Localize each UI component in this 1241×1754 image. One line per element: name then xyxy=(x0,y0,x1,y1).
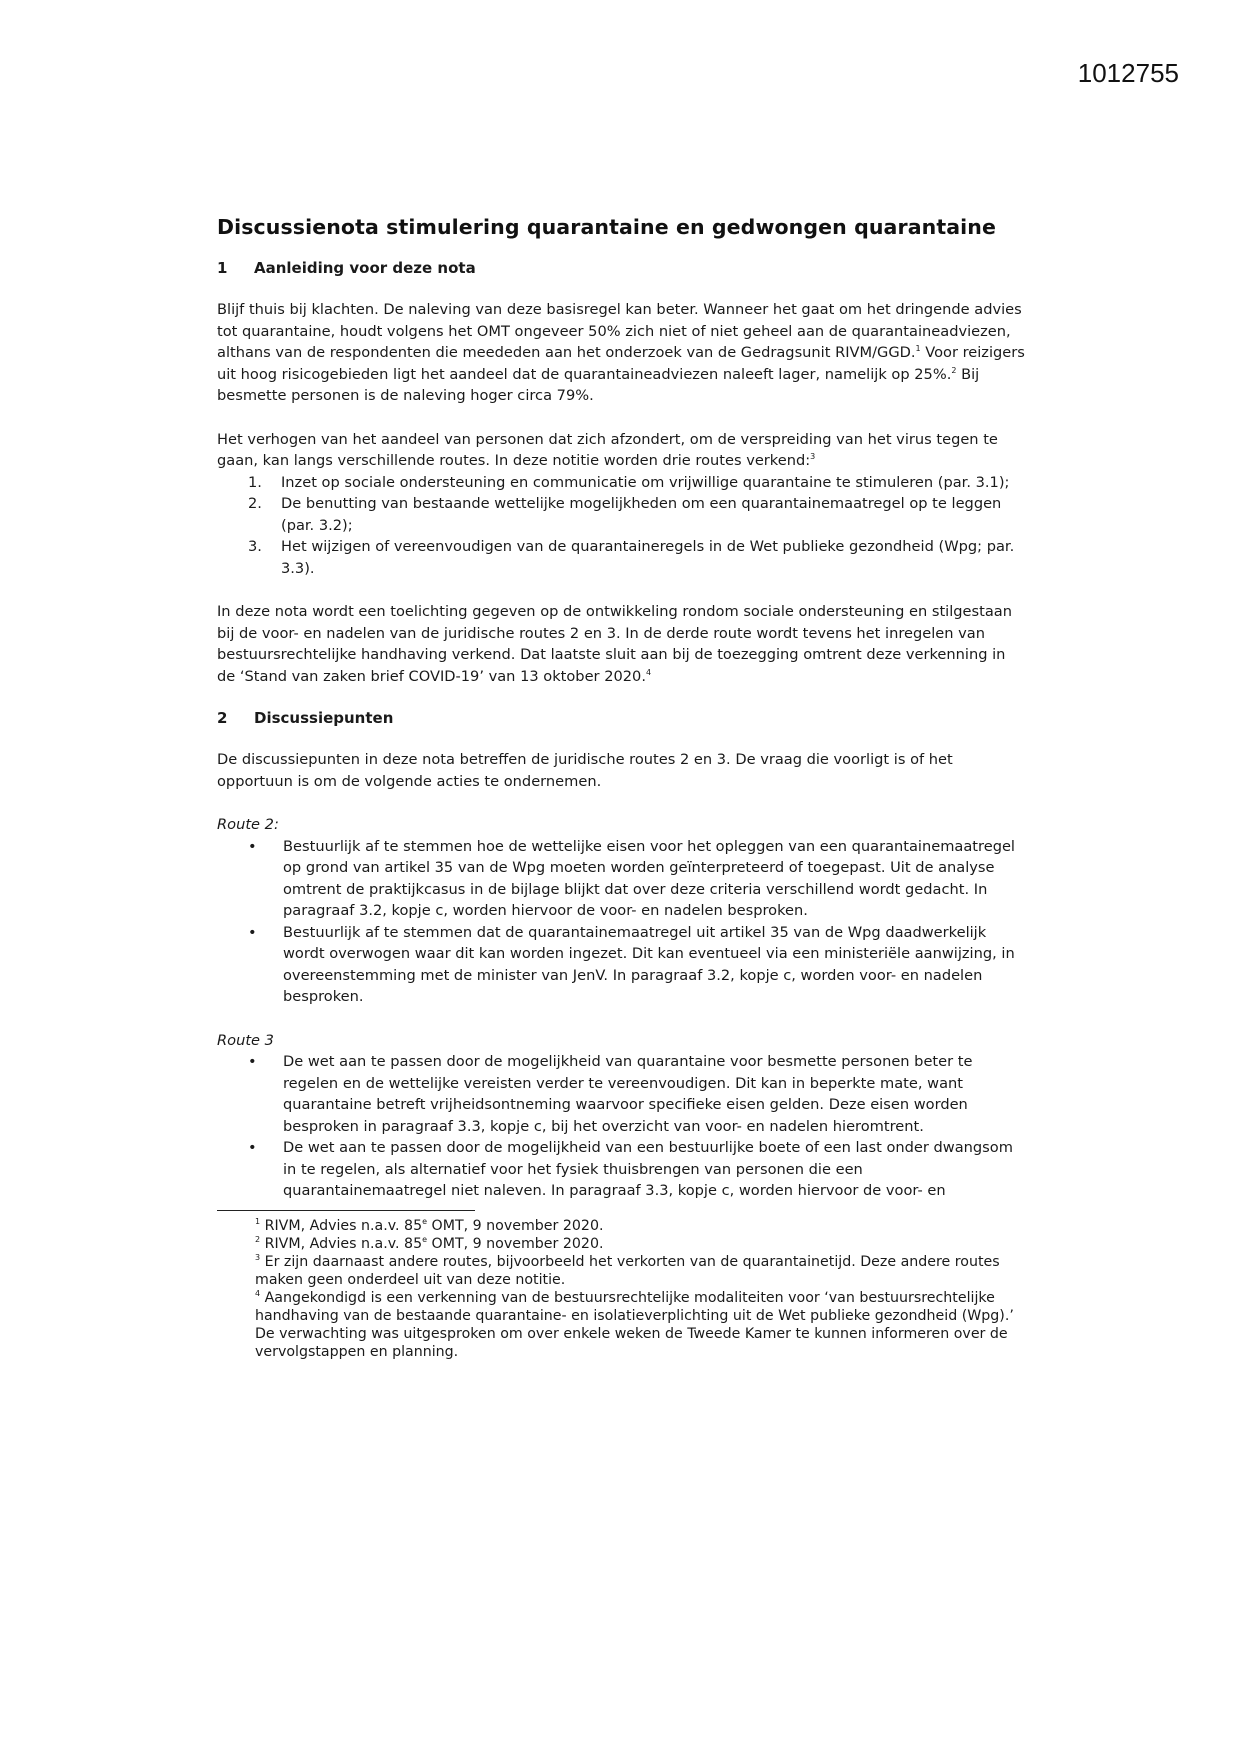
footnote-ref: 4 xyxy=(645,667,652,677)
route-2-list xyxy=(217,836,1027,1008)
route-2-label: Route 2: xyxy=(217,816,279,833)
route-3-label: Route 3 xyxy=(217,1031,274,1049)
list-item: 2. De benutting van bestaande wettelijke mogelijkheden om een quarantainemaatregel op te leggen (par. 3.2); xyxy=(248,495,1002,534)
footnote: $^4$ Aangekondigd is een verkenning van de bestuursrechtelijke modaliteiten voor ‘van bestuursrechtelijke handhaving van de bestaande quarantaine- en isolatieverplichting uit de Wet publieke gezondheid (Wpg).’ De verwachting was uitgesproken om over enkele weken de Tweede Kamer te kunnen informeren over de vervolgstappen en planning. xyxy=(255,1288,1014,1360)
section-title: Discussiepunten xyxy=(254,709,394,727)
footnote-ref: 1 xyxy=(915,344,921,353)
section-number: 2 xyxy=(217,709,228,727)
document-number: 1012755 xyxy=(1077,58,1179,88)
footnote-ref: 3 xyxy=(810,452,816,461)
list-item: • Bestuurlijk af te stemmen dat de quarantainemaatregel uit artikel 35 van de Wpg daadwerkelijk wordt overwogen waar dit kan worden ingezet. Dit kan eventueel via een ministeriële aanwijzing, in overeenstemming met de minister van JenV. In paragraaf 3.2, kopje c, worden voor- en nadelen besproken. xyxy=(217,922,1027,1008)
route-3-list xyxy=(217,1051,1027,1202)
bullet-icon: • xyxy=(248,1139,257,1156)
paragraph: Blijf thuis bij klachten. De naleving van deze basisregel kan beter. Wanneer het gaat om het dringende advies tot quarantaine, houdt volgens het OMT ongeveer 50% zich niet of niet geheel aan de quarantaineadviezen, althans van de respondenten die meededen aan het onderzoek van de Gedragsunit RIVM/GGD.$^1$ Voor reizigers uit hoog risicogebieden ligt het aandeel dat de quarantaineadviezen naleeft lager, namelijk op 25%.$^2$ Bij besmette personen is de naleving hoger circa 79%. xyxy=(217,301,1025,404)
section-number: 1 xyxy=(217,259,228,277)
footnote-ref: 2 xyxy=(951,365,957,375)
paragraph: In deze nota wordt een toelichting gegeven op de ontwikkeling rondom sociale ondersteuning en stilgestaan bij de voor- en nadelen van de juridische routes 2 en 3. In de derde route wordt tevens het inregelen van bestuursrechtelijke handhaving verkend. Dat laatste sluit aan bij de toezegging omtrent deze verkenning in de ‘Stand van zaken brief COVID-19’ van 13 oktober 2020.$^4$ xyxy=(217,603,1012,685)
paragraph: Het verhogen van het aandeel van personen dat zich afzondert, om de verspreiding van het virus tegen te gaan, kan langs verschillende routes. In deze notitie worden drie routes verkend:$^3$ xyxy=(217,430,998,469)
footnote: $^3$ Er zijn daarnaast andere routes, bijvoorbeeld het verkorten van de quarantainetijd. Deze andere routes maken geen onderdeel uit van deze notitie. xyxy=(255,1252,1000,1288)
list-item: 1. Inzet op sociale ondersteuning en communicatie om vrijwillige quarantaine te stimuleren (par. 3.1); xyxy=(248,473,1010,491)
list-item: • De wet aan te passen door de mogelijkheid van quarantaine voor besmette personen beter te regelen en de wettelijke vereisten verder te vereenvoudigen. Dit kan in beperkte mate, want quarantaine betreft vrijheidsontneming waarvoor specifieke eisen gelden. Deze eisen worden besproken in paragraaf 3.3, kopje c, bij het overzicht van voor- en nadelen hieromtrent. xyxy=(217,1051,1027,1137)
paragraph: De discussiepunten in deze nota betreffen de juridische routes 2 en 3. De vraag die voorligt is of het opportuun is om de volgende acties te ondernemen. xyxy=(217,751,953,790)
footnote: $^2$ RIVM, Advies n.a.v. 85e OMT, 9 november 2020. xyxy=(255,1234,604,1252)
bullet-icon: • xyxy=(248,1053,257,1070)
footnote: $^1$ RIVM, Advies n.a.v. 85e OMT, 9 november 2020. xyxy=(255,1216,604,1234)
document-body xyxy=(217,215,1027,1361)
list-item: 3. Het wijzigen of vereenvoudigen van de quarantaineregels in de Wet publieke gezondheid (Wpg; par. 3.3). xyxy=(248,538,1015,577)
routes-list xyxy=(217,472,1027,580)
bullet-icon: • xyxy=(248,923,257,941)
section-1-heading xyxy=(217,259,1027,277)
list-item: • Bestuurlijk af te stemmen hoe de wettelijke eisen voor het opleggen van een quarantainemaatregel op grond van artikel 35 van de Wpg moeten worden geïnterpreteerd of toegepast. Uit de analyse omtrent de praktijkcasus in de bijlage blijkt dat over deze criteria verschillend wordt gedacht. In paragraaf 3.2, kopje c, worden hiervoor de voor- en nadelen besproken. xyxy=(217,836,1027,922)
section-2-heading xyxy=(217,709,1027,727)
document-title: Discussienota stimulering quarantaine en gedwongen quarantaine xyxy=(217,215,996,239)
list-item: • De wet aan te passen door de mogelijkheid van een bestuurlijke boete of een last onder dwangsom in te regelen, als alternatief voor het fysiek thuisbrengen van personen die een quarantainemaatregel niet naleven. In paragraaf 3.3, kopje c, worden hiervoor de voor- en xyxy=(217,1137,1027,1202)
footnote-divider xyxy=(217,1210,475,1211)
footnotes xyxy=(217,1217,1027,1361)
bullet-icon: • xyxy=(248,837,257,855)
section-title: Aanleiding voor deze nota xyxy=(254,259,476,277)
